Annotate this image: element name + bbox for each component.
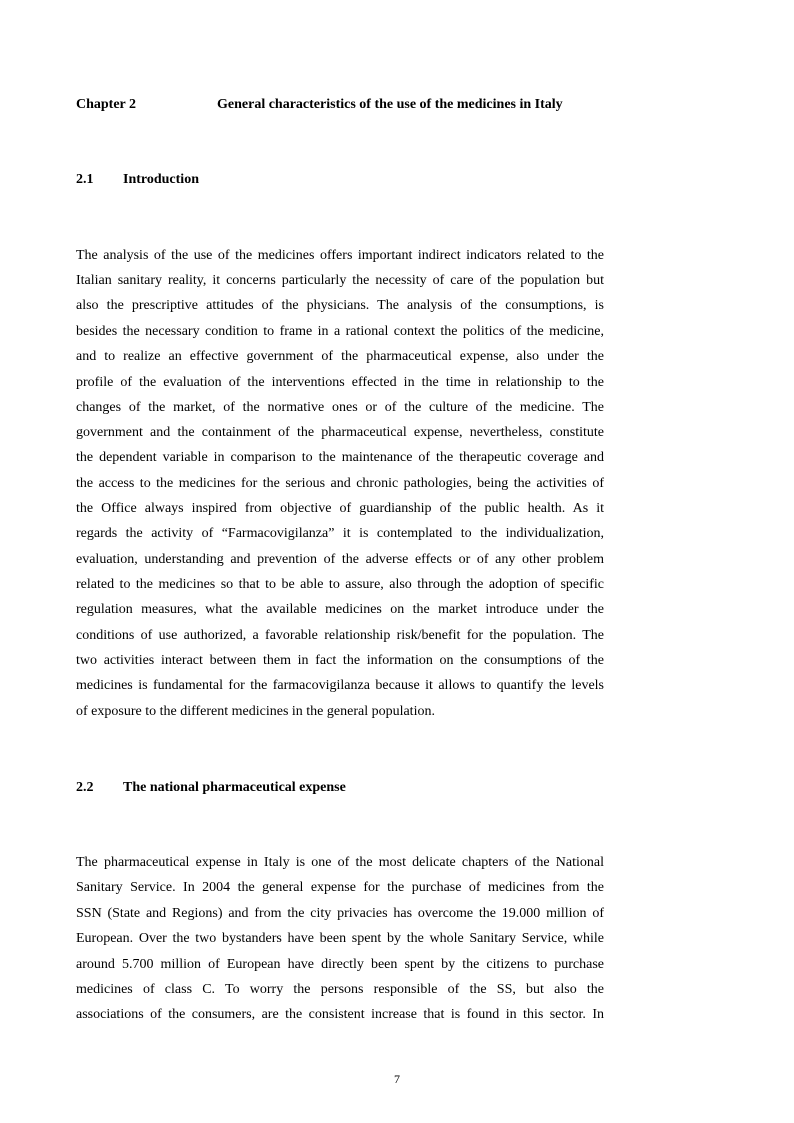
section-heading <box>76 171 199 189</box>
paragraph-line: regards the activity of “Farmacovigilanza” it is contemplated to the individualization, <box>76 526 604 541</box>
paragraph-line: around 5.700 million of European have directly been spent by the citizens to purchase <box>76 957 604 972</box>
chapter-number: Chapter 2 <box>76 97 137 112</box>
paragraph-line: the Office always inspired from objective of guardianship of the public health. As it <box>76 501 604 516</box>
paragraph-line: two activities interact between them in fact the information on the consumptions of the <box>76 653 604 668</box>
section-title: Introduction <box>123 172 199 187</box>
paragraph-line: the access to the medicines for the serious and chronic pathologies, being the activities of <box>76 476 604 491</box>
chapter-heading <box>76 96 563 114</box>
paragraph-line: besides the necessary condition to frame in a rational context the politics of the medicine, <box>76 324 604 339</box>
paragraph-line: The analysis of the use of the medicines offers important indirect indicators related to the <box>76 248 604 263</box>
paragraph-line: the dependent variable in comparison to the maintenance of the therapeutic coverage and <box>76 450 604 465</box>
paragraph-line: government and the containment of the pharmaceutical expense, nevertheless, constitute <box>76 425 604 440</box>
paragraph-line: medicines of class C. To worry the persons responsible of the SS, but also the <box>76 982 604 997</box>
page-number: 7 <box>394 1072 400 1086</box>
paragraph-line: The pharmaceutical expense in Italy is one of the most delicate chapters of the National <box>76 855 604 870</box>
paragraph-line: conditions of use authorized, a favorable relationship risk/benefit for the population. The <box>76 628 604 643</box>
section-number: 2.2 <box>76 780 94 795</box>
paragraph-line: Italian sanitary reality, it concerns particularly the necessity of care of the population but <box>76 273 604 288</box>
paragraph-line: profile of the evaluation of the interventions effected in the time in relationship to the <box>76 375 604 390</box>
paragraph-line: associations of the consumers, are the consistent increase that is found in this sector. In <box>76 1007 604 1022</box>
paragraph-line: related to the medicines so that to be able to assure, also through the adoption of specific <box>76 577 604 592</box>
chapter-title: General characteristics of the use of the medicines in Italy <box>217 97 563 112</box>
paragraph-line: evaluation, understanding and prevention of the adverse effects or of any other problem <box>76 552 604 567</box>
paragraph-line: also the prescriptive attitudes of the physicians. The analysis of the consumptions, is <box>76 298 604 313</box>
paragraph-line: regulation measures, what the available medicines on the market introduce under the <box>76 602 604 617</box>
paragraph-line: SSN (State and Regions) and from the city privacies has overcome the 19.000 million of <box>76 906 604 921</box>
paragraph-line: medicines is fundamental for the farmacovigilanza because it allows to quantify the levels <box>76 678 604 693</box>
section-number: 2.1 <box>76 172 94 187</box>
section-title: The national pharmaceutical expense <box>123 780 346 795</box>
paragraph-line: changes of the market, of the normative ones or of the culture of the medicine. The <box>76 400 604 415</box>
paragraph-line: of exposure to the different medicines in the general population. <box>76 704 435 719</box>
paragraph-line: Sanitary Service. In 2004 the general expense for the purchase of medicines from the <box>76 880 604 895</box>
paragraph-line: European. Over the two bystanders have been spent by the whole Sanitary Service, while <box>76 931 604 946</box>
paragraph-line: and to realize an effective government of the pharmaceutical expense, also under the <box>76 349 604 364</box>
section-heading <box>76 779 346 797</box>
